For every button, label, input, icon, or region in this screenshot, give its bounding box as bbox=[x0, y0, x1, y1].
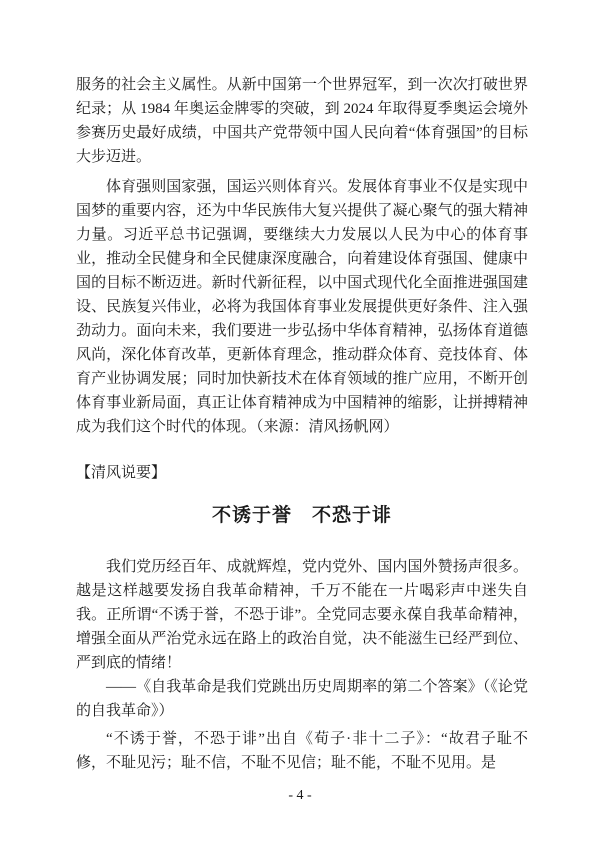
citation-paragraph: ——《自我革命是我们党跳出历史周期率的第二个答案》（《论党的自我革命》） bbox=[76, 679, 528, 719]
body-paragraph: 我们党历经百年、成就辉煌，党内党外、国内国外赞扬声很多。越是这样越要发扬自我革命精神，千万不能在一片喝彩声中迷失自我。正所谓“不诱于誉，不恐于诽”。全党同志要永葆自我革命精神，增强全面从严治党永远在路上的政治自觉，决不能滋生已经严到位、严到底的情绪！ bbox=[76, 559, 528, 671]
body-paragraph: “不诱于誉，不恐于诽”出自《荀子·非十二子》：“故君子耻不修，不耻见污；耻不信，不耻不见信；耻不能，不耻不见用。是 bbox=[76, 731, 528, 771]
page-number: - 4 - bbox=[288, 788, 312, 803]
page-content bbox=[76, 73, 528, 775]
body-paragraph-continued: 服务的社会主义属性。从新中国第一个世界冠军，到一次次打破世界纪录；从 1984 年奥运金牌零的突破，到 2024 年取得夏季奥运会境外参赛历史最好成绩，中国共产党带领中国人民向着“体育强国”的目标大步迈进。 bbox=[76, 77, 528, 165]
section-label: 【清风说要】 bbox=[76, 465, 167, 481]
article-title: 不诱于誉 不恐于诽 bbox=[211, 505, 392, 526]
body-paragraph: 体育强则国家强，国运兴则体育兴。发展体育事业不仅是实现中国梦的重要内容，还为中华民族伟大复兴提供了凝心聚气的强大精神力量。习近平总书记强调，要继续大力发展以人民为中心的体育事业，推动全民健身和全民健康深度融合，向着建设体育强国、健康中国的目标不断迈进。新时代新征程，以中国式现代化全面推进强国建设、民族复兴伟业，必将为我国体育事业发展提供更好条件、注入强劲动力。面向未来，我们要进一步弘扬中华体育精神，弘扬体育道德风尚，深化体育改革，更新体育理念，推动群众体育、竞技体育、体育产业协调发展；同时加快新技术在体育领域的推广应用，不断开创体育事业新局面，真正让体育精神成为中国精神的缩影，让拼搏精神成为我们这个时代的体现。（来源：清风扬帆网） bbox=[76, 179, 528, 435]
